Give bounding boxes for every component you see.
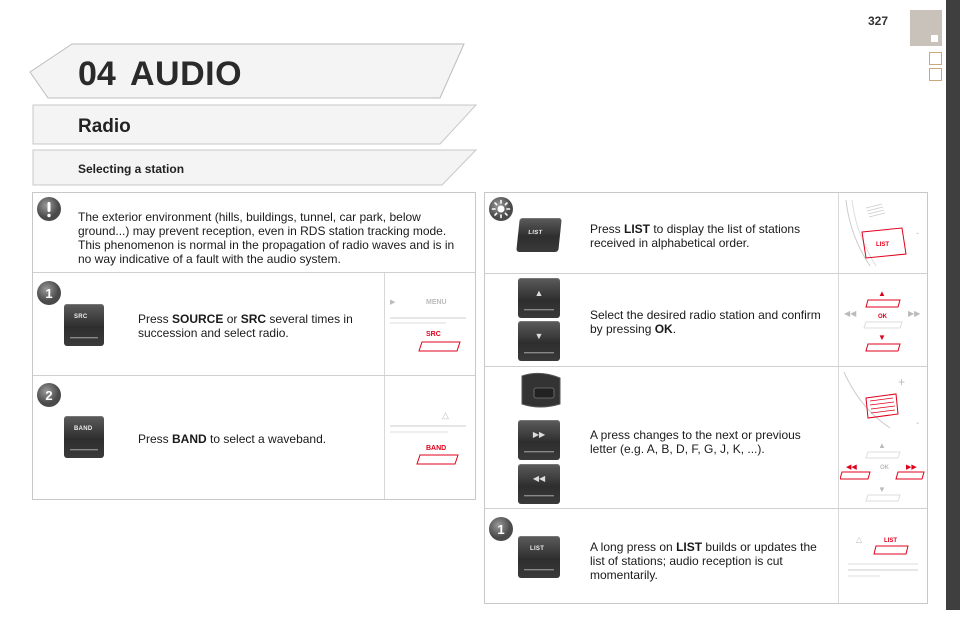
section-subtitle: Selecting a station [78,162,185,176]
warning-icon [36,196,62,222]
svg-text:▶▶: ▶▶ [908,309,921,318]
steering-diagram-list [840,196,926,272]
list-long-press-button[interactable] [518,536,560,578]
button-bar [70,449,98,451]
svg-text:▶▶: ▶▶ [906,464,917,471]
button-bar [524,495,554,497]
diagram-label-list: LIST [876,242,889,248]
step-text-select: Select the desired radio station and confirm by pressing OK. [590,308,821,336]
svg-text:▼: ▼ [878,333,886,342]
rewind-icon: ◀◀ [532,474,546,483]
svg-text:◀◀: ◀◀ [846,464,857,471]
svg-text:-: - [916,418,920,429]
rotary-knob-button[interactable] [516,370,564,412]
step-text-source: Press SOURCE or SRC several times in succession and select radio. [138,312,353,340]
row-separator [485,273,927,274]
diagram-label-band: BAND [426,445,447,452]
button-bar [524,451,554,453]
corner-tab [910,10,942,46]
chapter-title: AUDIO [130,55,243,93]
arrow-down-icon: ▼ [534,331,544,341]
steering-diagram-ok [840,282,926,358]
svg-text:◀◀: ◀◀ [844,309,857,318]
step-badge-number: 1 [45,286,53,301]
svg-text:+: + [898,375,906,389]
step-text-long-press: A long press on LIST builds or updates the list of stations; audio reception is cut momentarily. [590,540,817,582]
step-badge-number: 2 [45,388,53,403]
fast-forward-icon: ▶▶ [532,430,546,439]
page-number: 327 [868,14,889,28]
diagram-label-src: SRC [426,331,441,338]
svg-text:▶: ▶ [390,299,396,306]
warning-text: The exterior environment (hills, buildings, tunnel, car park, below ground...) may prevent reception, even in RDS station tracking mode. This phenomenon is normal in the propagation of radio waves and is in no way indicative of a fault with the audio system. [78,210,455,266]
chapter-number: 04 [78,55,116,93]
steering-diagram-band [386,404,472,470]
steering-diagram-long-press [840,526,926,586]
src-button[interactable] [64,304,104,346]
tip-icon [488,196,514,222]
toc-box-icon[interactable] [929,68,942,81]
next-letter-button[interactable] [518,420,560,460]
column-separator [838,193,839,603]
button-bar [70,337,98,339]
list-button-label: LIST [527,230,543,236]
step-text-band: Press BAND to select a waveband. [138,432,327,446]
down-button[interactable] [518,321,560,361]
svg-text:△: △ [856,535,863,544]
list-button-label: LIST [530,546,545,552]
column-separator [384,273,385,499]
step-badge [36,382,62,408]
toc-box-icon[interactable] [929,52,942,65]
row-separator [485,366,927,367]
band-button-label: BAND [74,426,93,432]
band-button[interactable] [64,416,104,458]
section-title: Radio [78,116,131,137]
steering-diagram-letter [840,368,926,504]
diagram-label-ok: OK [880,465,889,471]
list-button[interactable] [516,218,562,252]
row-separator [33,375,475,376]
arrow-up-icon: ▲ [534,288,544,298]
step-badge-number: 1 [497,522,505,537]
diagram-label-list: LIST [884,538,897,544]
up-button[interactable] [518,278,560,318]
svg-text:▲: ▲ [878,441,886,450]
row-separator [33,272,475,273]
src-button-label: SRC [74,314,88,320]
corner-square-icon [931,35,938,42]
step-badge [36,280,62,306]
svg-text:▼: ▼ [878,485,886,494]
svg-text:-: - [916,228,919,238]
svg-text:△: △ [442,410,449,420]
button-bar [524,352,554,354]
previous-letter-button[interactable] [518,464,560,504]
step-badge [488,516,514,542]
row-separator [485,508,927,509]
step-text-letter: A press changes to the next or previous letter (e.g. A, B, D, F, G, J, K, ...). [590,428,801,456]
steering-diagram-src [386,290,472,360]
step-text-list: Press LIST to display the list of stations received in alphabetical order. [590,222,801,250]
diagram-label-menu: MENU [426,299,447,306]
svg-text:▲: ▲ [878,289,886,298]
button-bar [524,569,554,571]
button-bar [524,309,554,311]
side-bar [946,0,960,610]
diagram-label-ok: OK [878,314,887,320]
